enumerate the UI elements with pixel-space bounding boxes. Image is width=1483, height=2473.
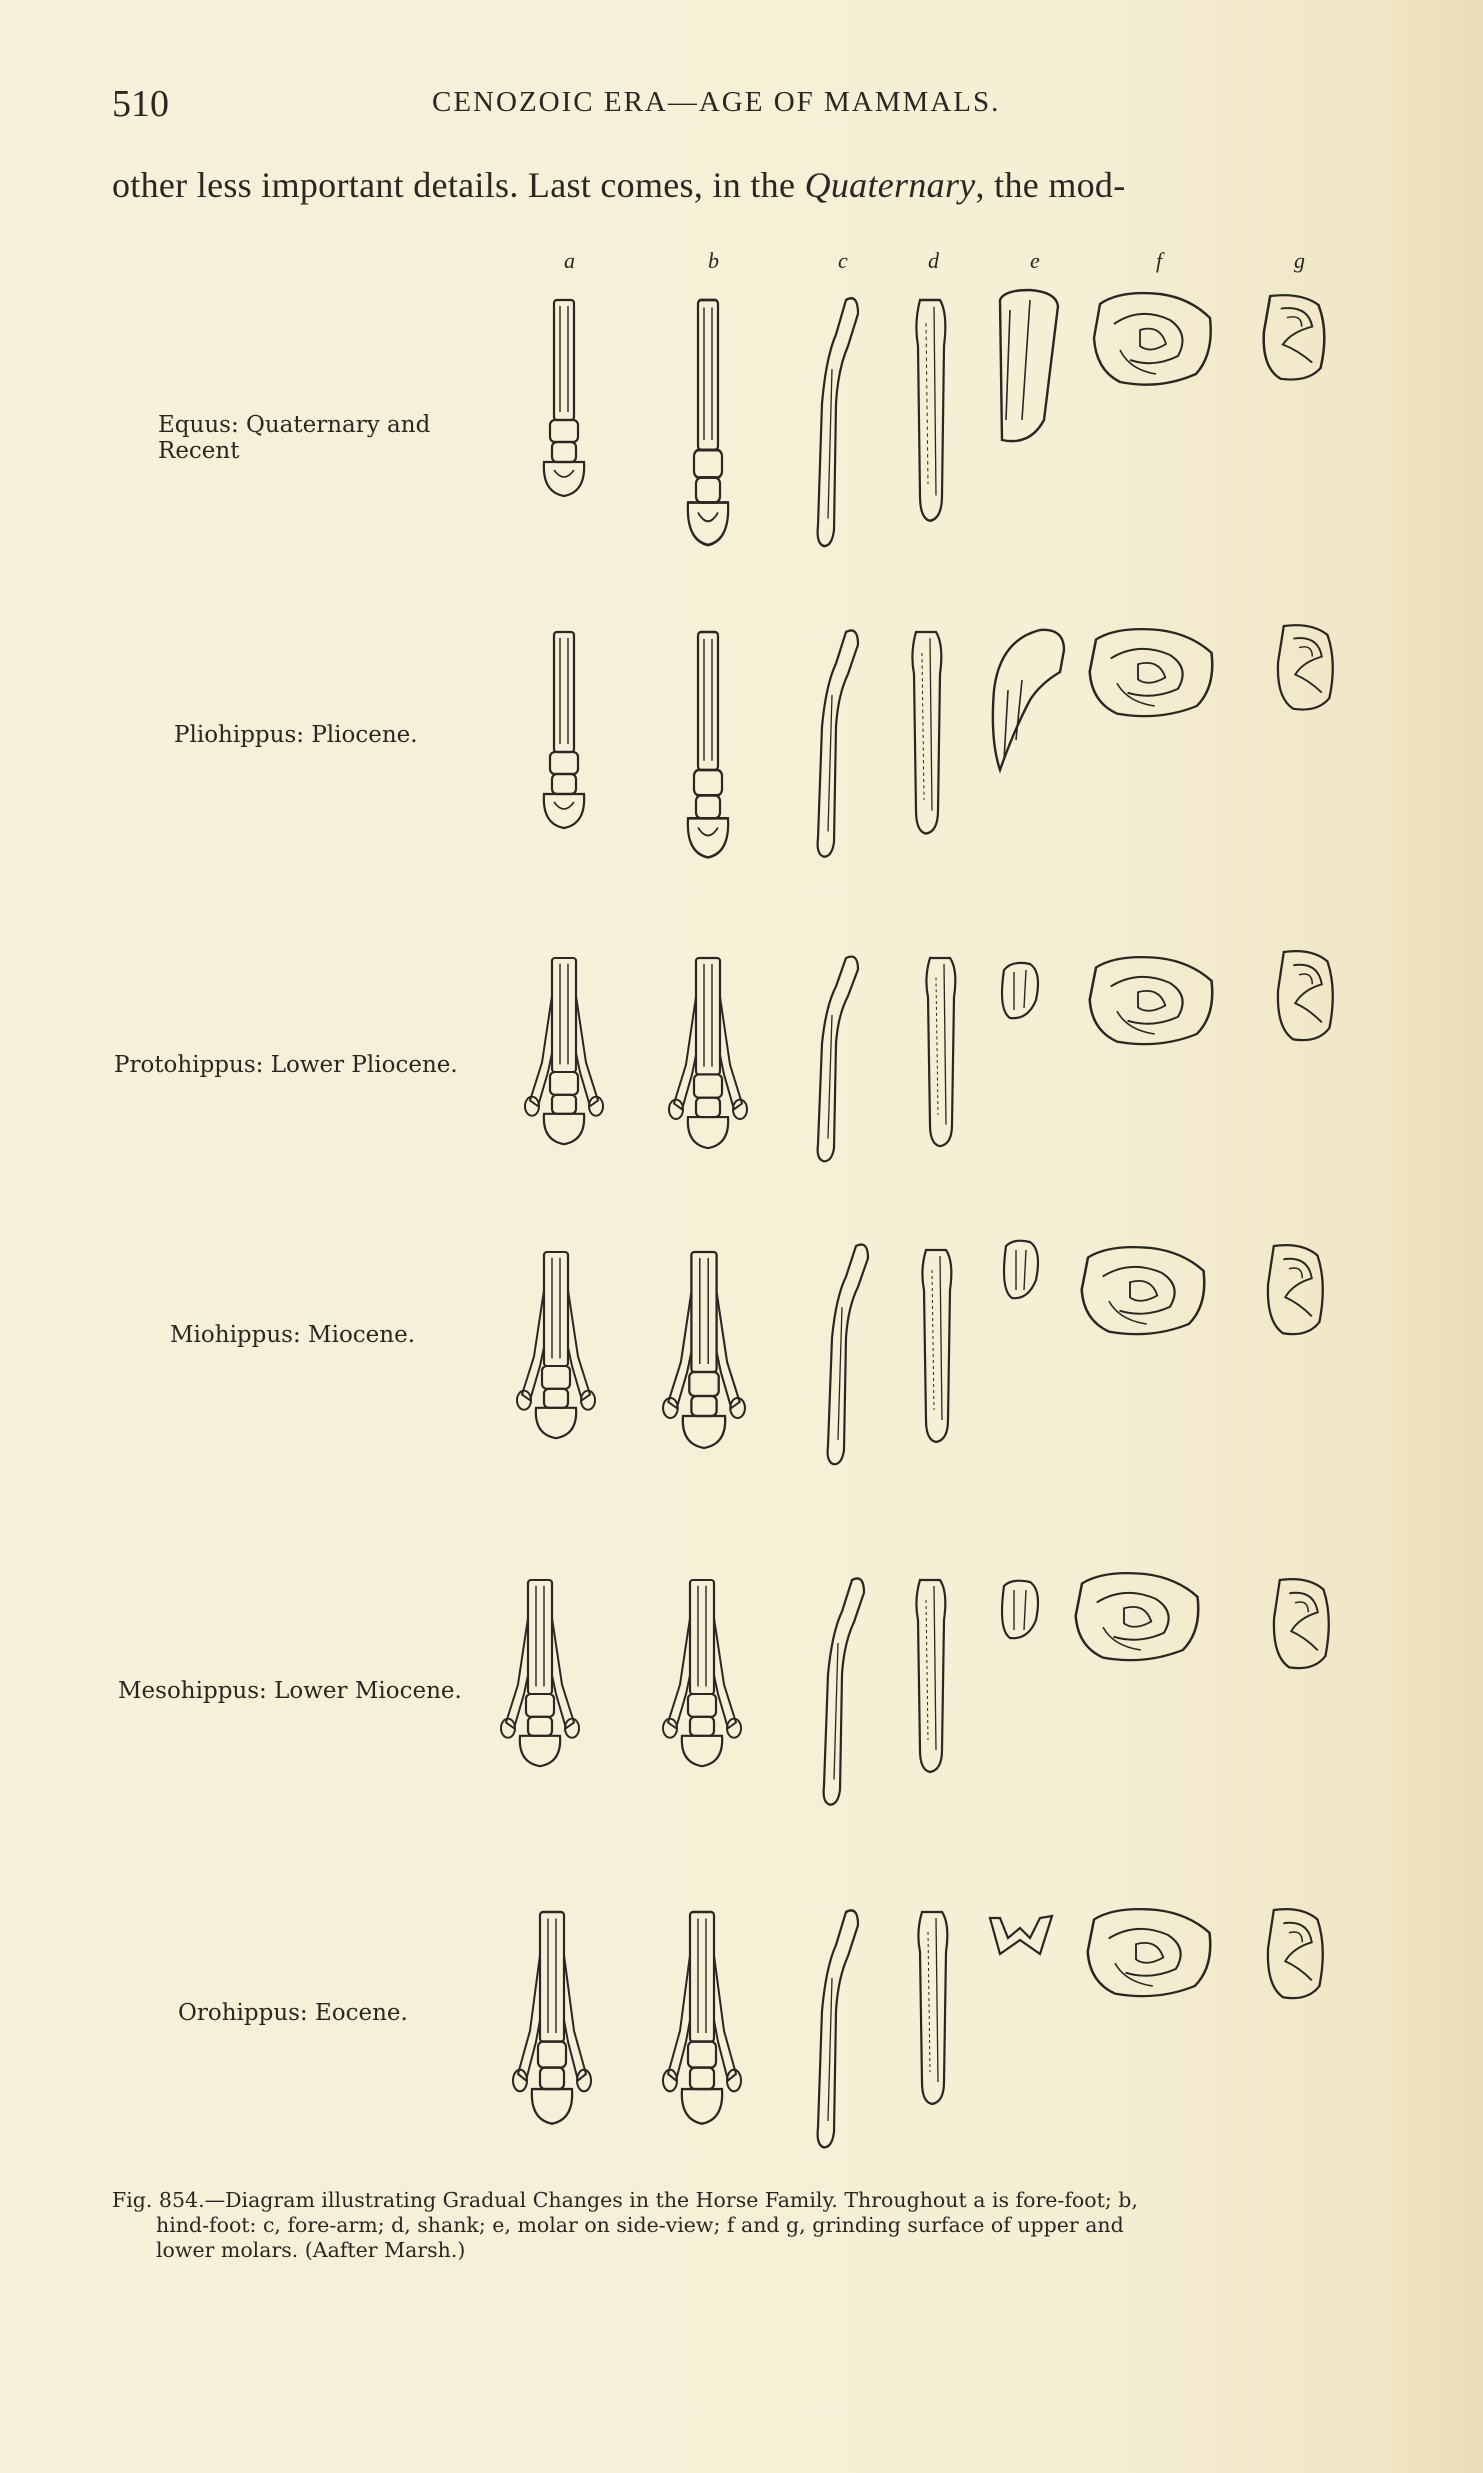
figure-caption [112, 2188, 1372, 2263]
caption-line-2: hind-foot: c, fore-arm; d, shank; e, molar on side-view; f and g, grinding surface of upper and [156, 2213, 1124, 2237]
row-label-mesohippus: Mesohippus: Lower Miocene. [118, 1678, 462, 1704]
body-text-italic: Quaternary [804, 165, 976, 205]
caption-line-1: Fig. 854.—Diagram illustrating Gradual Changes in the Horse Family. Throughout a is fore-foot; b, [112, 2188, 1138, 2212]
column-letter-d: d [928, 248, 939, 273]
row-label-line: Equus: Quaternary and [158, 412, 431, 438]
column-letter-a: a [564, 248, 575, 273]
page-header [112, 82, 1372, 132]
column-letter-b: b [708, 248, 719, 273]
body-text-after: , the mod- [975, 165, 1126, 205]
column-letter-e: e [1030, 248, 1040, 273]
caption-line-3: lower molars. (Aafter Marsh.) [156, 2238, 466, 2262]
running-head: CENOZOIC ERA—AGE OF MAMMALS. [432, 86, 1001, 118]
column-letter-c: c [838, 248, 848, 273]
row-label-line: Recent [158, 438, 240, 464]
row-label-miohippus: Miohippus: Miocene. [170, 1322, 416, 1348]
body-text-line [112, 164, 1372, 206]
column-letter-g: g [1294, 248, 1305, 273]
row-label-equus [158, 412, 518, 464]
row-label-orohippus: Orohippus: Eocene. [178, 2000, 408, 2026]
body-text-before: other less important details. Last comes, in the [112, 165, 805, 205]
row-label-pliohippus: Pliohippus: Pliocene. [174, 722, 418, 748]
column-letter-f: f [1156, 248, 1163, 273]
row-label-protohippus: Protohippus: Lower Pliocene. [114, 1052, 458, 1078]
page-number: 510 [112, 83, 169, 125]
